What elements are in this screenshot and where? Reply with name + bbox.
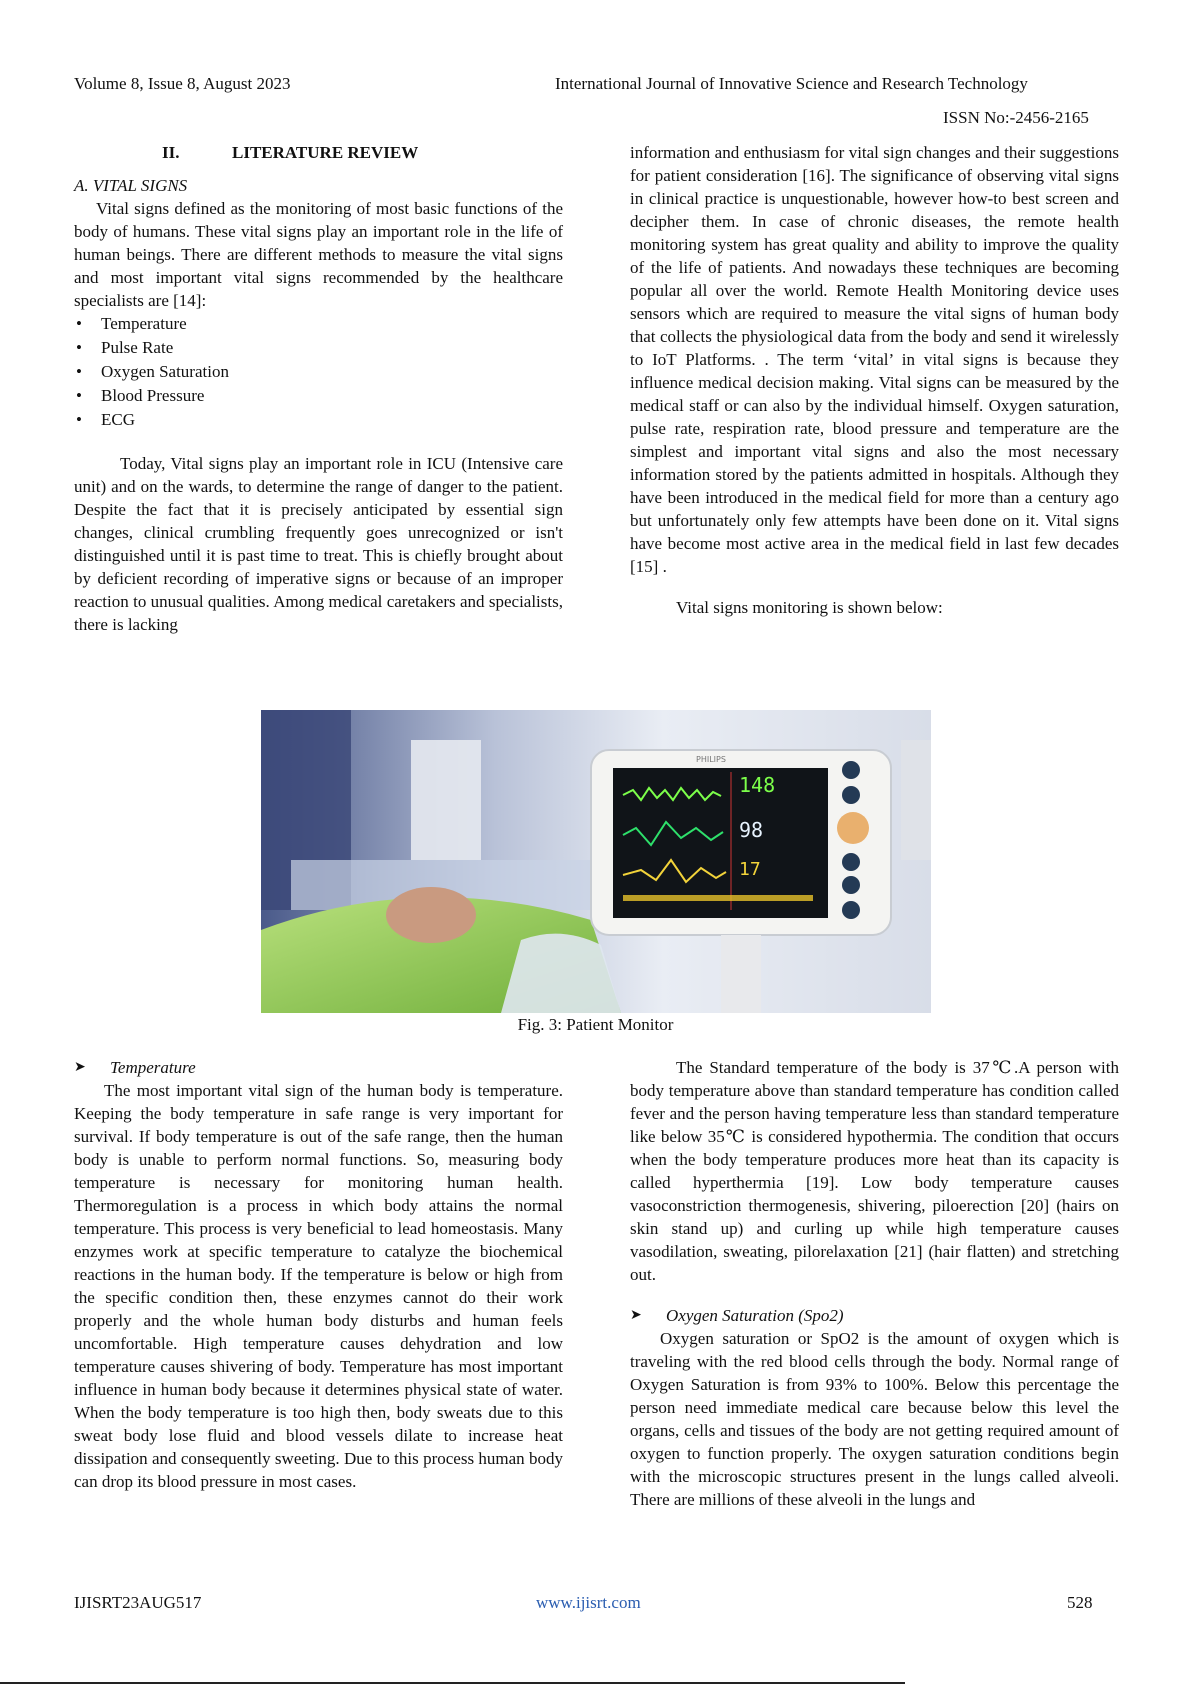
continued-paragraph: information and enthusiasm for vital sign changes and their suggestions for patient consideration [16]. The significance of observing vital signs in clinical practice is unquestionable, however how-to best screen and decipher them. In case of chronic diseases, the remote health monitoring system has great quality and ability to improve the quality of the life of patients. And nowadays these techniques are becoming popular all over the world. Remote Health Monitoring device uses sensors which are required to measure the vital signs of human body that collects the physiological data from the body and send it wirelessly to IoT Platforms. . The term ‘vital’ in vital signs is because they influence medical decision making. Vital signs can be measured by the medical staff or can also by the individual himself. Oxygen saturation, pulse rate, respiration rate, blood pressure and temperature are the simplest and important vital signs and also the most necessary information stored by the patients admitted in hospitals. Although they have been introduced in the medical field for more than a century ago but unfortunately only few attempts have been done on it. Vital signs have become most active area in the medical field in last few decades [15] . <box>630 143 1119 576</box>
monitor-knob <box>837 812 869 844</box>
list-item: • Temperature <box>74 312 563 336</box>
section-number: II. <box>162 143 180 162</box>
left-column-bottom <box>74 1056 563 1493</box>
figure-intro: Vital signs monitoring is shown below: <box>676 598 943 617</box>
issn: ISSN No:-2456-2165 <box>943 108 1089 127</box>
standard-temperature-paragraph: The Standard temperature of the body is 37℃.A person with body temperature above than standard temperature has condition called fever and the person having temperature less than standard temperature like below 35℃ is considered hypothermia. The condition that occurs when the body temperature produces more heat than its capacity is called hyperthermia [19]. Low body temperature causes vasoconstriction thermogenesis, shivering, piloerection [20] (hairs on skin stand up) and curling up while high temperature causes vasodilation, sweating, pilorelaxation [21] (hair flatten) and stretching out. <box>630 1058 1119 1284</box>
paper-id: IJISRT23AUG517 <box>74 1593 202 1612</box>
bottom-rule <box>0 1682 905 1684</box>
left-column-top <box>74 141 563 636</box>
right-column-top <box>630 141 1119 619</box>
temperature-heading-text: Temperature <box>110 1058 196 1077</box>
arrow-bullet-icon: ➤ <box>630 1308 642 1323</box>
page-number: 528 <box>1067 1593 1093 1612</box>
oxygen-heading-text: Oxygen Saturation (Spo2) <box>666 1306 844 1325</box>
oxygen-heading <box>630 1304 1119 1327</box>
monitor-brand: PHILIPS <box>696 755 726 764</box>
intro-paragraph: Vital signs defined as the monitoring of most basic functions of the body of humans. These vital signs play an important role in the life of human beings. There are different methods to measure the vital signs and most important vital signs recommended by the healthcare specialists are [14]: <box>74 199 563 310</box>
figure-caption: Fig. 3: Patient Monitor <box>517 1015 674 1034</box>
right-column-bottom <box>630 1056 1119 1511</box>
temperature-heading <box>74 1056 563 1079</box>
volume-info: Volume 8, Issue 8, August 2023 <box>74 74 291 93</box>
list-item: • Blood Pressure <box>74 384 563 408</box>
temperature-paragraph: The most important vital sign of the human body is temperature. Keeping the body temperature in safe range is very important for survival. If body temperature is out of the safe range, then the human body is unable to perform normal functions. So, measuring body temperature is necessary for monitoring human health. Thermoregulation is a process in which body attains the normal temperature. This process is very beneficial to lead homeostasis. Many enzymes work at specific temperature to catalyze the biochemical reactions in the human body. If the temperature is below or high from the specific condition then, these enzymes cannot do their work properly and the whole human body disturbs and human feels uncomfortable. High temperature causes dehydration and low temperature causes shivering of body. Temperature has most important influence in human body because it determines physical state of water. When the body temperature is too high then, body sweats due to this sweat body lose fluid and blood vessels dilate to increase heat dissipation and consequently sweeting. Due to this process human body can drop its blood pressure in most cases. <box>74 1081 563 1491</box>
today-paragraph: Today, Vital signs play an important role in ICU (Intensive care unit) and on the wards, to determine the range of danger to the patient. Despite the fact that it is precisely anticipated by essential sign changes, clinical crumbling frequently goes unrecognized or isn't distinguished until it is past time to treat. This is chiefly brought about by deficient recording of imperative signs or because of an improper reaction to unusual qualities. Among medical caretakers and specialists, there is lacking <box>74 454 563 634</box>
subsection-title: A. VITAL SIGNS <box>74 176 188 195</box>
list-item: • Oxygen Saturation <box>74 360 563 384</box>
section-heading <box>74 141 563 164</box>
website-link[interactable]: www.ijisrt.com <box>536 1593 641 1612</box>
spo2-reading: 98 <box>739 818 764 842</box>
journal-name: International Journal of Innovative Science and Research Technology <box>555 74 1028 93</box>
vital-signs-list <box>74 312 563 432</box>
patient-monitor-figure <box>261 710 931 1013</box>
resp-reading: 17 <box>739 859 761 880</box>
heart-rate-reading: 148 <box>739 773 776 797</box>
oxygen-paragraph: Oxygen saturation or SpO2 is the amount of oxygen which is traveling with the red blood cells through the body. Normal range of Oxygen Saturation is from 93% to 100%. Below this percentage the person need immediate medical care because below this level the organs, cells and tissues of the body are not getting required amount of oxygen to function properly. The oxygen saturation conditions begin with the microscopic structures present in the lungs called alveoli. There are millions of these alveoli in the lungs and <box>630 1329 1119 1509</box>
arrow-bullet-icon: ➤ <box>74 1060 86 1075</box>
section-title: LITERATURE REVIEW <box>232 143 419 162</box>
list-item: • Pulse Rate <box>74 336 563 360</box>
list-item: • ECG <box>74 408 563 432</box>
